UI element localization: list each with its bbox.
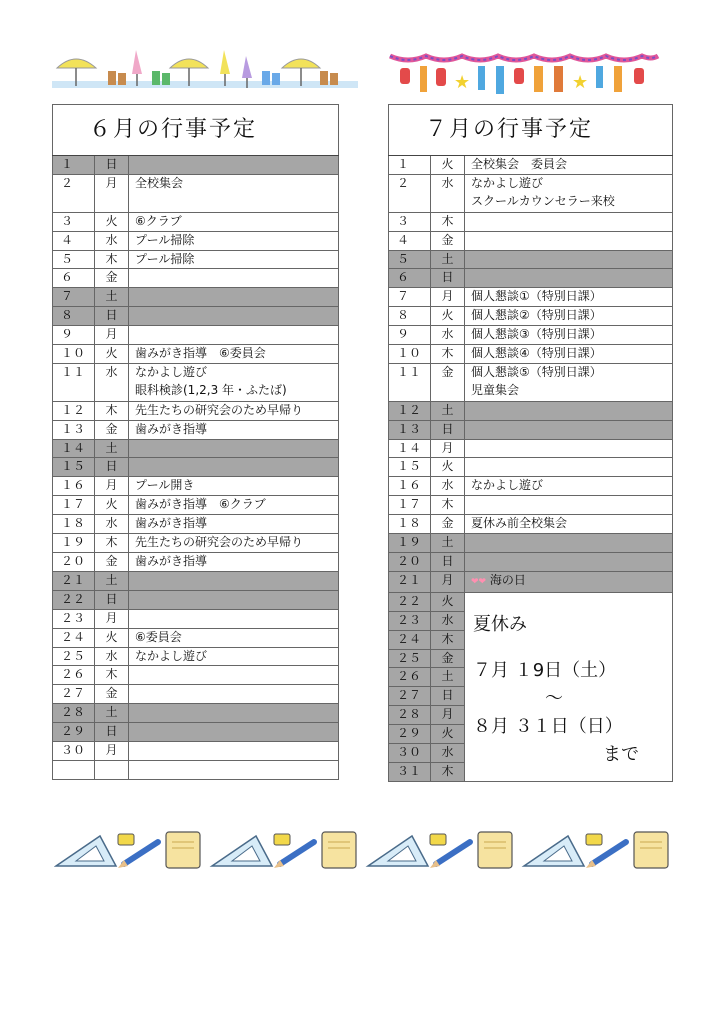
eraser-icon [118, 834, 134, 845]
weekday-cell: 金 [95, 269, 129, 288]
event-cell [465, 326, 673, 345]
vacation-tilde: ～ [545, 687, 563, 709]
date-cell: １９ [389, 534, 431, 553]
weekday-cell: 月 [95, 609, 129, 628]
date-cell: ８ [53, 307, 95, 326]
svg-text:★: ★ [572, 72, 589, 93]
weekday-cell: 日 [431, 687, 465, 706]
date-cell: ９ [389, 326, 431, 345]
weekday-cell: 月 [95, 174, 129, 212]
event-cell [129, 458, 339, 477]
date-cell: １２ [389, 401, 431, 420]
table-row [53, 628, 339, 647]
date-cell: １４ [53, 439, 95, 458]
date-cell: １８ [389, 515, 431, 534]
event-text: スクールカウンセラー来校 [471, 193, 615, 208]
streamer-icon [596, 66, 603, 88]
event-cell [129, 307, 339, 326]
date-cell: ２２ [389, 592, 431, 611]
stationery-decoration [54, 826, 672, 874]
table-row [53, 458, 339, 477]
event-cell [129, 288, 339, 307]
date-cell: ２８ [389, 706, 431, 725]
date-cell [53, 760, 95, 779]
date-cell: ２７ [53, 685, 95, 704]
weekday-cell: 水 [431, 744, 465, 763]
weekday-cell: 水 [95, 647, 129, 666]
table-row [53, 231, 339, 250]
date-cell: ３０ [53, 742, 95, 761]
streamer-icon [554, 66, 563, 92]
weekday-cell [95, 760, 129, 779]
date-cell: ８ [389, 307, 431, 326]
weekday-cell: 土 [431, 250, 465, 269]
triangle-ruler-icon [56, 836, 116, 866]
vacation-start-date: ７月 １9日（土） [473, 659, 617, 681]
date-cell: ２１ [389, 571, 431, 592]
event-cell [465, 571, 673, 592]
table-row [53, 590, 339, 609]
star-icon [572, 72, 588, 93]
table-row [53, 571, 339, 590]
event-cell [129, 231, 339, 250]
table-row [389, 439, 673, 458]
vacation-title: 夏休み [473, 613, 527, 635]
summer-vacation-cell [465, 592, 673, 781]
weekday-cell: 金 [431, 515, 465, 534]
table-row [389, 174, 673, 212]
event-cell [129, 212, 339, 231]
weekday-cell: 土 [431, 668, 465, 687]
table-row [53, 307, 339, 326]
event-cell [129, 723, 339, 742]
weekday-cell: 金 [95, 553, 129, 572]
table-row [389, 231, 673, 250]
table-row [389, 571, 673, 592]
event-cell [465, 231, 673, 250]
date-cell: ６ [53, 269, 95, 288]
date-cell: ２５ [53, 647, 95, 666]
weekday-cell: 月 [95, 326, 129, 345]
weekday-cell: 木 [95, 534, 129, 553]
tanabata-garland-decoration [388, 48, 660, 98]
table-row [53, 760, 339, 779]
date-cell: ６ [389, 269, 431, 288]
event-cell [129, 590, 339, 609]
weekday-cell: 月 [431, 706, 465, 725]
table-row [389, 515, 673, 534]
weekday-cell: 日 [95, 458, 129, 477]
date-cell: ２ [389, 174, 431, 212]
event-cell [465, 420, 673, 439]
event-cell [129, 534, 339, 553]
table-row [53, 723, 339, 742]
streamer-icon [496, 66, 504, 94]
event-text: 個人懇談②（特別日課） [471, 308, 602, 323]
date-cell: ５ [53, 250, 95, 269]
june-schedule-table [52, 104, 339, 780]
event-cell [129, 685, 339, 704]
vacation-end-date: ８月 ３１日（日） [473, 715, 623, 737]
table-row [389, 496, 673, 515]
weekday-cell: 水 [431, 326, 465, 345]
closed-umbrella-icon [220, 50, 230, 86]
date-cell: １５ [53, 458, 95, 477]
weekday-cell: 木 [431, 496, 465, 515]
table-row [389, 592, 673, 611]
weekday-cell: 火 [95, 345, 129, 364]
date-cell: ２５ [389, 649, 431, 668]
event-cell [465, 288, 673, 307]
table-row [53, 534, 339, 553]
event-text: なかよし遊び [135, 648, 208, 663]
date-cell: １０ [53, 345, 95, 364]
weekday-cell: 月 [431, 288, 465, 307]
date-cell: １３ [389, 420, 431, 439]
date-cell: ３ [53, 212, 95, 231]
date-cell: １７ [389, 496, 431, 515]
weekday-cell: 木 [431, 345, 465, 364]
date-cell: １ [53, 156, 95, 175]
event-cell [129, 156, 339, 175]
weekday-cell: 月 [95, 477, 129, 496]
july-schedule-table [388, 104, 673, 782]
table-row [389, 458, 673, 477]
date-cell: ２４ [389, 630, 431, 649]
event-cell [129, 515, 339, 534]
event-cell [465, 307, 673, 326]
event-cell [129, 628, 339, 647]
event-cell [129, 666, 339, 685]
date-cell: ２４ [53, 628, 95, 647]
date-cell: １３ [53, 420, 95, 439]
event-text: 先生たちの研究会のため早帰り [135, 535, 304, 550]
table-row [389, 288, 673, 307]
table-row [389, 269, 673, 288]
weekday-cell: 水 [431, 477, 465, 496]
event-cell [129, 760, 339, 779]
notebook-icon [166, 832, 200, 868]
streamer-icon [614, 66, 622, 92]
table-row [389, 307, 673, 326]
event-cell [465, 174, 673, 212]
table-row [389, 534, 673, 553]
svg-text:★: ★ [454, 72, 471, 93]
weekday-cell: 水 [95, 363, 129, 401]
event-cell [129, 345, 339, 364]
date-cell: ２０ [53, 553, 95, 572]
event-text: 歯みがき指導 [135, 554, 208, 568]
event-cell [129, 704, 339, 723]
lantern-icon [436, 68, 446, 86]
closed-umbrella-icon [132, 50, 142, 86]
event-cell [465, 363, 673, 401]
date-cell: ２６ [389, 668, 431, 687]
weekday-cell: 日 [95, 723, 129, 742]
lantern-icon [634, 68, 644, 84]
weekday-cell: 日 [95, 156, 129, 175]
weekday-cell: 月 [431, 439, 465, 458]
weekday-cell: 土 [95, 288, 129, 307]
date-cell: １９ [53, 534, 95, 553]
event-text: プール開き [135, 478, 195, 493]
event-text: なかよし遊び [471, 175, 544, 190]
table-row [389, 345, 673, 364]
weekday-cell: 火 [431, 307, 465, 326]
table-row [389, 553, 673, 572]
date-cell: ２６ [53, 666, 95, 685]
date-cell: ２７ [389, 687, 431, 706]
date-cell: ９ [53, 326, 95, 345]
date-cell: ２９ [53, 723, 95, 742]
weekday-cell: 日 [431, 269, 465, 288]
weekday-cell: 土 [95, 704, 129, 723]
event-cell [129, 174, 339, 212]
table-row [53, 156, 339, 175]
date-cell: ２９ [389, 725, 431, 744]
weekday-cell: 火 [95, 628, 129, 647]
event-cell [465, 477, 673, 496]
date-cell: １４ [389, 439, 431, 458]
event-text: 児童集会 [471, 382, 520, 397]
weekday-cell: 土 [431, 534, 465, 553]
event-cell [129, 496, 339, 515]
event-cell [129, 742, 339, 761]
event-text: プール掃除 [135, 232, 195, 247]
date-cell: ７ [53, 288, 95, 307]
lantern-icon [514, 68, 524, 84]
event-text: 個人懇談④（特別日課） [471, 346, 602, 361]
table-row [53, 288, 339, 307]
weekday-cell: 水 [95, 231, 129, 250]
event-text: 個人懇談①（特別日課） [471, 289, 602, 304]
weekday-cell: 日 [431, 420, 465, 439]
table-row [53, 609, 339, 628]
weekday-cell: 火 [95, 212, 129, 231]
weekday-cell: 金 [95, 420, 129, 439]
table-row [389, 326, 673, 345]
weekday-cell: 水 [95, 515, 129, 534]
weekday-cell: 日 [95, 590, 129, 609]
weekday-cell: 火 [431, 592, 465, 611]
table-row [53, 401, 339, 420]
event-cell [465, 496, 673, 515]
event-text: なかよし遊び [471, 478, 544, 493]
table-row [53, 174, 339, 212]
event-text: 全校集会 委員会 [471, 157, 568, 171]
event-text: 夏休み前全校集会 [471, 516, 568, 531]
event-cell [465, 458, 673, 477]
date-cell: １６ [389, 477, 431, 496]
date-cell: ２０ [389, 553, 431, 572]
event-text: 海の日 [489, 572, 526, 587]
event-cell [465, 439, 673, 458]
event-text: 眼科検診(1,2,3 年・ふたば) [135, 382, 287, 397]
table-row [389, 401, 673, 420]
event-cell [129, 571, 339, 590]
weekday-cell: 金 [95, 685, 129, 704]
date-cell: １ [389, 156, 431, 175]
event-cell [465, 401, 673, 420]
date-cell: ７ [389, 288, 431, 307]
date-cell: １１ [389, 363, 431, 401]
date-cell: １８ [53, 515, 95, 534]
event-cell [129, 477, 339, 496]
event-cell [465, 156, 673, 175]
table-row [389, 212, 673, 231]
event-cell [129, 269, 339, 288]
date-cell: ２３ [389, 611, 431, 630]
june-title: ６月の行事予定 [53, 105, 339, 156]
date-cell: ２１ [53, 571, 95, 590]
date-cell: ２８ [53, 704, 95, 723]
streamer-icon [534, 66, 543, 92]
weekday-cell: 月 [431, 571, 465, 592]
event-cell [129, 250, 339, 269]
table-row [389, 363, 673, 401]
date-cell: １１ [53, 363, 95, 401]
weekday-cell: 火 [431, 725, 465, 744]
event-text: 歯みがき指導 [135, 421, 208, 436]
event-text: 先生たちの研究会のため早帰り [135, 402, 304, 417]
weekday-cell: 火 [95, 496, 129, 515]
event-text: 歯みがき指導 ⑥クラブ [135, 497, 266, 512]
table-row [389, 420, 673, 439]
date-cell: ５ [389, 250, 431, 269]
weekday-cell: 金 [431, 649, 465, 668]
table-row [389, 250, 673, 269]
table-row [53, 666, 339, 685]
weekday-cell: 土 [431, 401, 465, 420]
table-row [53, 647, 339, 666]
weekday-cell: 火 [431, 156, 465, 175]
date-cell: ４ [389, 231, 431, 250]
table-row [53, 326, 339, 345]
date-cell: ４ [53, 231, 95, 250]
event-cell [129, 553, 339, 572]
date-cell: ２２ [53, 590, 95, 609]
table-row [53, 704, 339, 723]
date-cell: ３ [389, 212, 431, 231]
weekday-cell: 水 [431, 174, 465, 212]
pencil-icon [118, 842, 158, 868]
weekday-cell: 木 [95, 401, 129, 420]
event-text: 歯みがき指導 [135, 516, 208, 531]
weekday-cell: 木 [431, 762, 465, 781]
streamer-icon [478, 66, 485, 90]
event-cell [465, 515, 673, 534]
table-row [389, 477, 673, 496]
event-text: ⑥委員会 [135, 629, 182, 644]
event-text: ⑥クラブ [135, 213, 182, 228]
weekday-cell: 火 [431, 458, 465, 477]
event-cell [465, 345, 673, 364]
weekday-cell: 金 [431, 363, 465, 401]
event-text: 個人懇談③（特別日課） [471, 327, 602, 342]
event-cell [465, 534, 673, 553]
table-row [53, 269, 339, 288]
weekday-cell: 水 [431, 611, 465, 630]
table-row [53, 345, 339, 364]
table-row [53, 553, 339, 572]
event-cell [129, 439, 339, 458]
event-cell [465, 553, 673, 572]
event-cell [465, 269, 673, 288]
table-row [389, 156, 673, 175]
heart-icon: ❤❤ [471, 576, 487, 587]
table-row [53, 496, 339, 515]
weekday-cell: 木 [431, 212, 465, 231]
weekday-cell: 木 [431, 630, 465, 649]
vacation-suffix: まで [603, 743, 639, 765]
july-title: ７月の行事予定 [389, 105, 673, 156]
date-cell: １５ [389, 458, 431, 477]
weekday-cell: 金 [431, 231, 465, 250]
event-text: なかよし遊び [135, 364, 208, 379]
date-cell: ２ [53, 174, 95, 212]
event-text: プール掃除 [135, 251, 195, 266]
event-cell [129, 647, 339, 666]
table-row [53, 742, 339, 761]
weekday-cell: 日 [431, 553, 465, 572]
weekday-cell: 木 [95, 250, 129, 269]
event-cell [129, 420, 339, 439]
event-cell [465, 212, 673, 231]
weekday-cell: 日 [95, 307, 129, 326]
date-cell: ３１ [389, 762, 431, 781]
table-row [53, 477, 339, 496]
star-icon [454, 72, 470, 93]
weekday-cell: 月 [95, 742, 129, 761]
table-row [53, 420, 339, 439]
weekday-cell: 土 [95, 571, 129, 590]
lantern-icon [400, 68, 410, 84]
event-cell [129, 363, 339, 401]
event-text: 歯みがき指導 ⑥委員会 [135, 346, 266, 361]
table-row [53, 250, 339, 269]
table-row [53, 439, 339, 458]
streamer-icon [420, 66, 427, 92]
event-cell [129, 401, 339, 420]
weekday-cell: 土 [95, 439, 129, 458]
event-text: 個人懇談⑤（特別日課） [471, 364, 602, 379]
table-row [53, 685, 339, 704]
table-row [53, 212, 339, 231]
date-cell: ２３ [53, 609, 95, 628]
date-cell: １６ [53, 477, 95, 496]
table-row [53, 363, 339, 401]
event-cell [465, 250, 673, 269]
date-cell: １２ [53, 401, 95, 420]
event-cell [129, 326, 339, 345]
rain-umbrella-decoration [52, 46, 358, 94]
date-cell: ３０ [389, 744, 431, 763]
event-cell [129, 609, 339, 628]
weekday-cell: 木 [95, 666, 129, 685]
event-text: 全校集会 [135, 175, 184, 190]
date-cell: １０ [389, 345, 431, 364]
table-row [53, 515, 339, 534]
date-cell: １７ [53, 496, 95, 515]
